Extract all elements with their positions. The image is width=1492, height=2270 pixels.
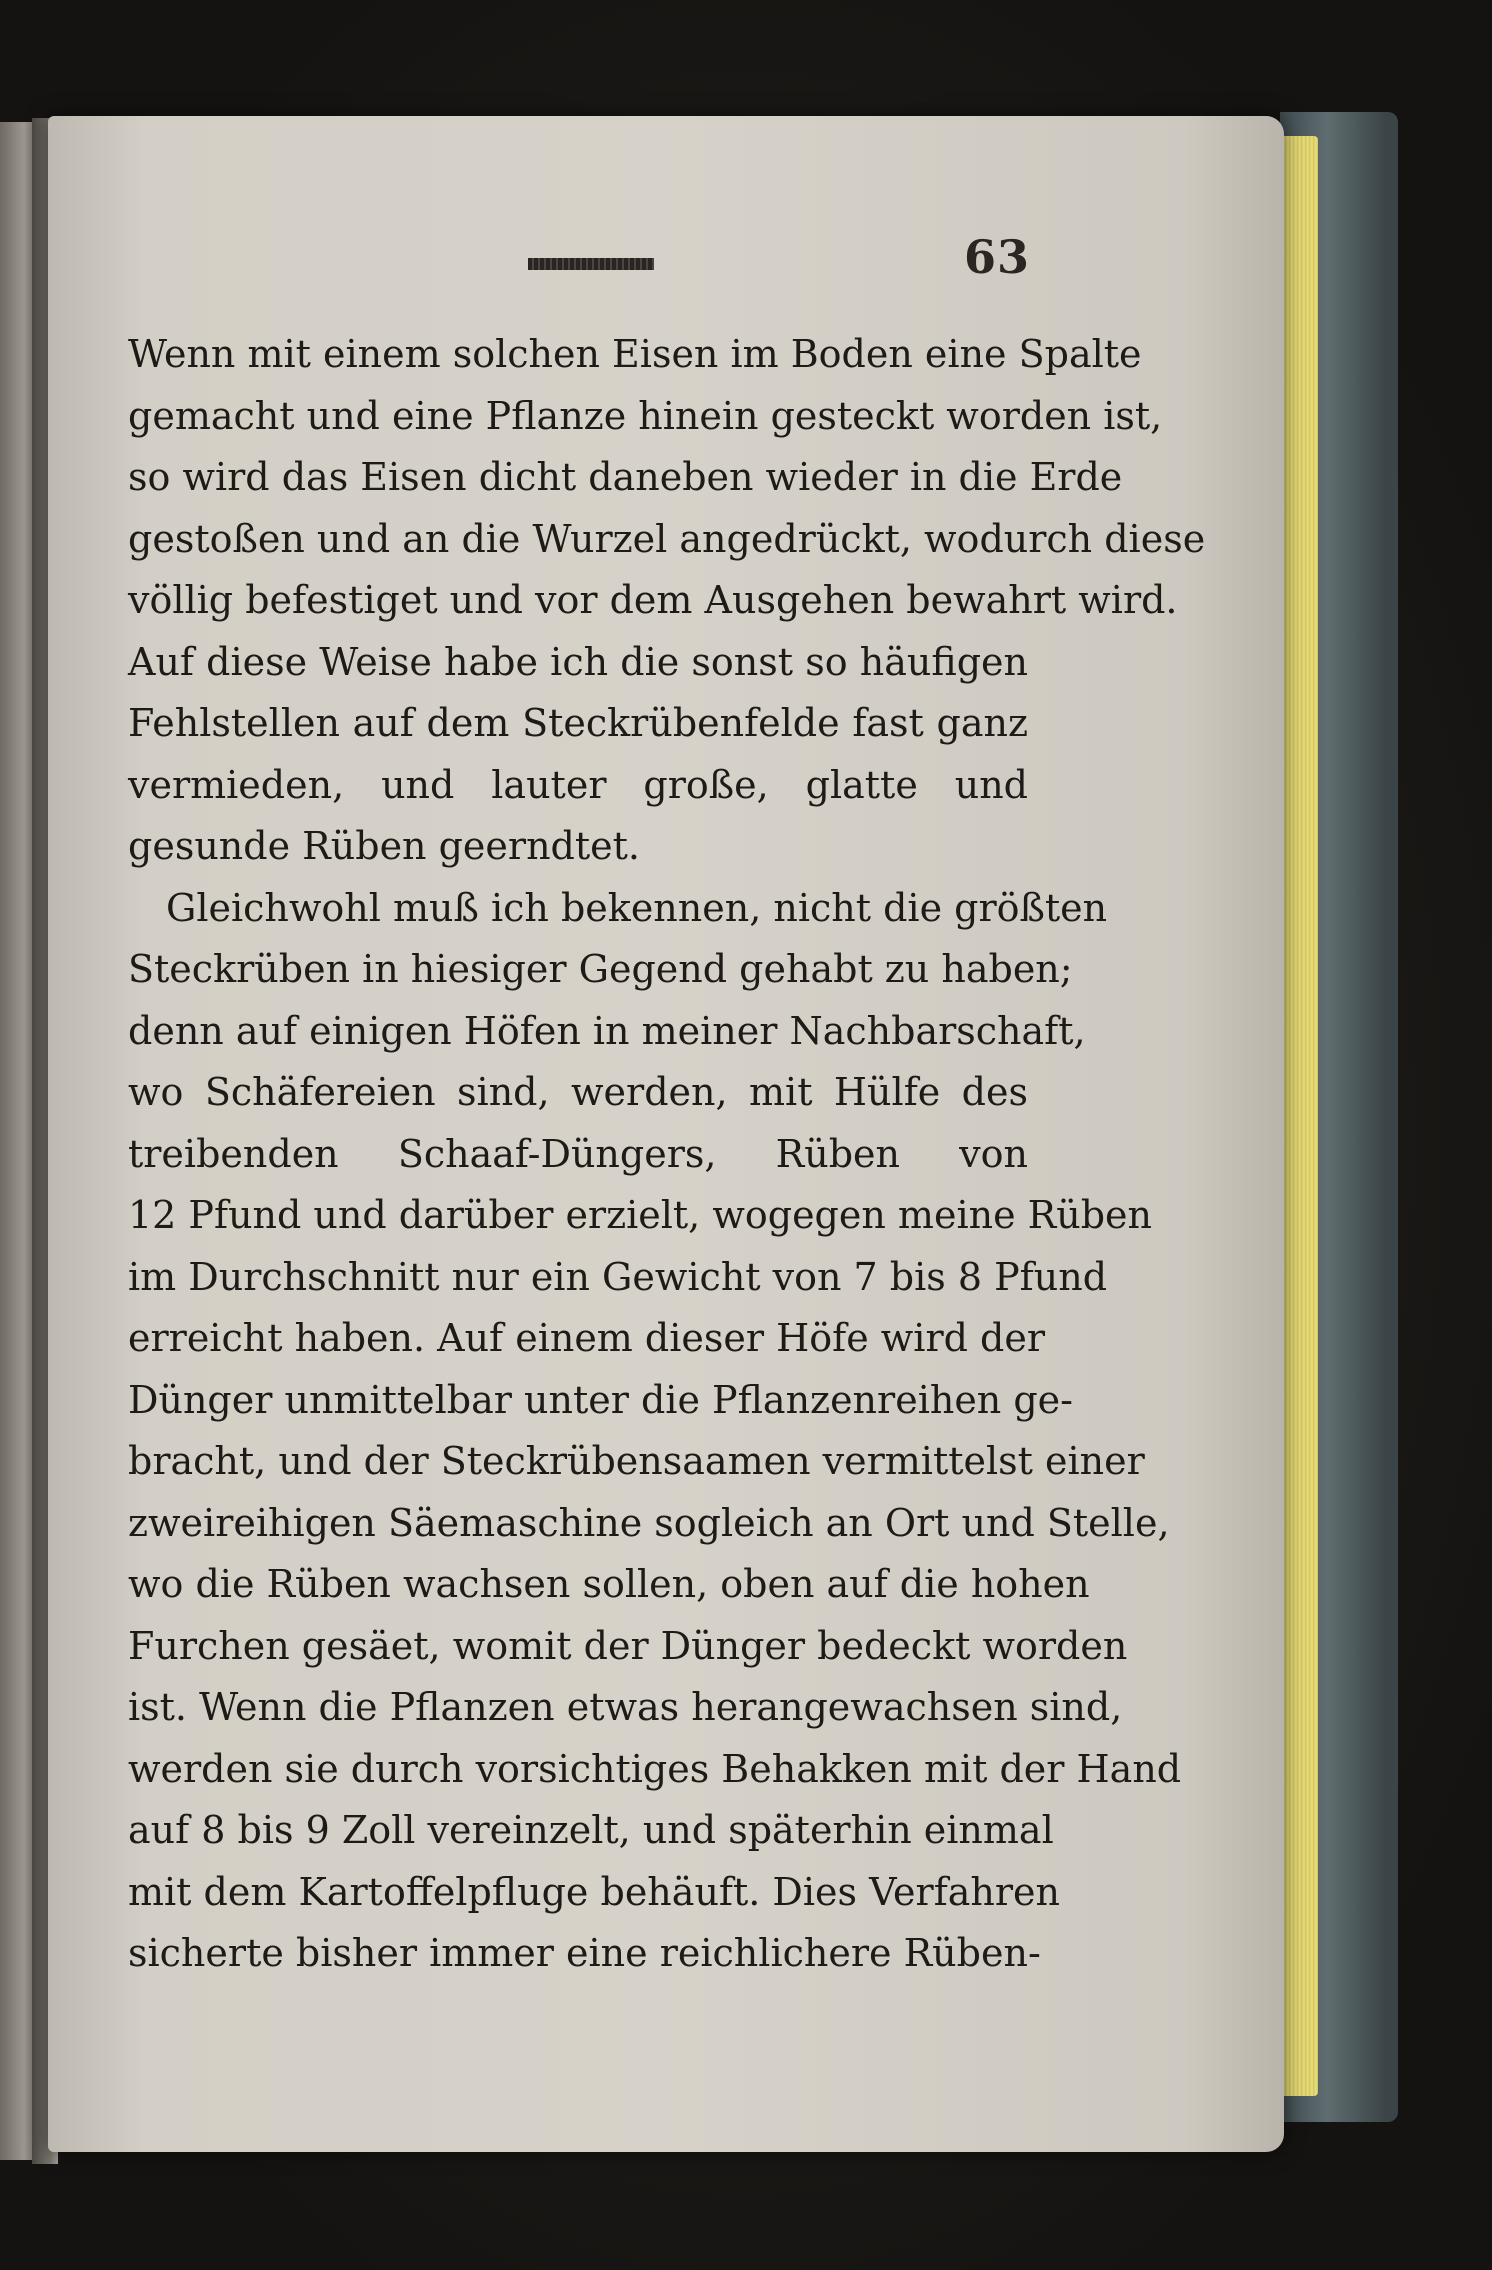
page-number: 63 <box>963 230 1030 284</box>
text-line: gemacht und eine Pflanze hinein gesteckt worden ist, <box>128 393 1163 438</box>
text-line: Auf diese Weise habe ich die sonst so häufigen <box>128 639 1028 684</box>
body-text <box>128 324 1206 1985</box>
header-ornament-rule <box>528 258 654 270</box>
text-line: Gleichwohl muß ich bekennen, nicht die größten <box>166 885 1108 930</box>
text-line: erreicht haben. Auf einem dieser Höfe wird der <box>128 1316 1045 1360</box>
text-line: wo Schäfereien sind, werden, mit Hülfe des <box>128 1070 1028 1114</box>
text-line: gesunde Rüben geerndtet. <box>128 824 640 868</box>
text-line: gestoßen und an die Wurzel angedrückt, wodurch diese <box>128 516 1206 561</box>
text-line: bracht, und der Steckrübensaamen vermittelst einer <box>128 1439 1145 1483</box>
text-line: treibenden Schaaf-Düngers, Rüben von <box>128 1131 1028 1176</box>
text-line: sicherte bisher immer eine reichlichere Rüben- <box>128 1931 1041 1975</box>
text-line: Fehlstellen auf dem Steckrübenfelde fast ganz <box>128 701 1028 745</box>
text-line: mit dem Kartoffelpfluge behäuft. Dies Verfahren <box>128 1869 1061 1914</box>
text-line: Furchen gesäet, womit der Dünger bedeckt worden <box>128 1623 1128 1668</box>
text-line: so wird das Eisen dicht daneben wieder in die Erde <box>128 455 1123 499</box>
text-line: zweireihigen Säemaschine sogleich an Ort und Stelle, <box>128 1500 1170 1545</box>
text-line: auf 8 bis 9 Zoll vereinzelt, und späterhin einmal <box>128 1808 1054 1852</box>
text-line: ist. Wenn die Pflanzen etwas herangewachsen sind, <box>128 1685 1123 1729</box>
text-line: denn auf einigen Höfen in meiner Nachbarschaft, <box>128 1008 1086 1053</box>
text-line: werden sie durch vorsichtiges Behakken mit der Hand <box>128 1746 1182 1791</box>
text-line: Steckrüben in hiesiger Gegend gehabt zu haben; <box>128 947 1073 991</box>
text-line: im Durchschnitt nur ein Gewicht von 7 bis 8 Pfund <box>128 1254 1108 1299</box>
text-line: Wenn mit einem solchen Eisen im Boden eine Spalte <box>128 332 1142 376</box>
text-line: 12 Pfund und darüber erzielt, wogegen meine Rüben <box>128 1193 1153 1237</box>
text-line: vermieden, und lauter große, glatte und <box>128 762 1028 807</box>
text-line: wo die Rüben wachsen sollen, oben auf die hohen <box>128 1562 1090 1606</box>
text-line: Dünger unmittelbar unter die Pflanzenreihen ge- <box>128 1377 1074 1422</box>
text-line: völlig befestiget und vor dem Ausgehen bewahrt wird. <box>128 578 1178 622</box>
